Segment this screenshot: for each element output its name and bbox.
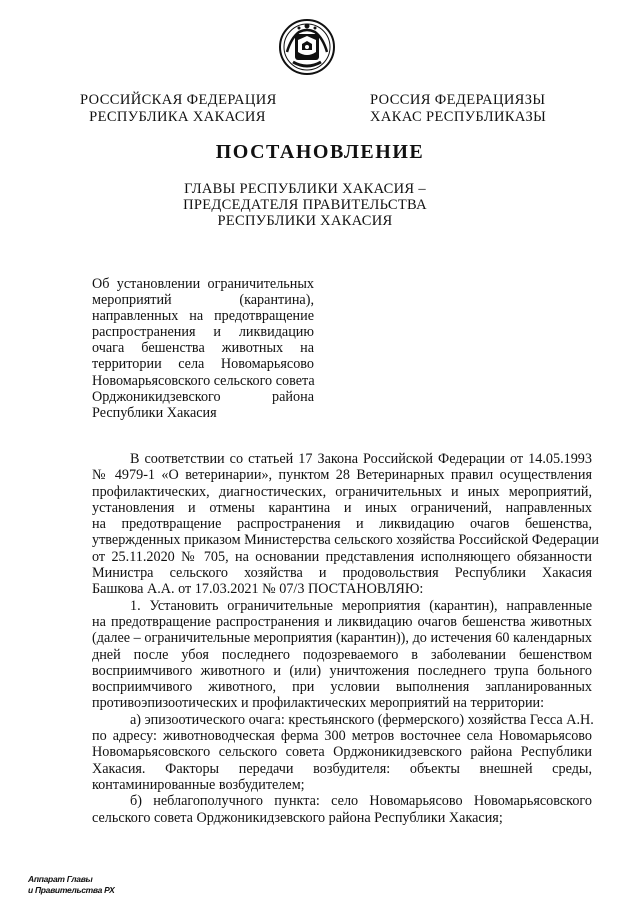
stamp-line1: Аппарат Главы	[28, 874, 93, 884]
header-right-line1: РОССИЯ ФЕДЕРАЦИЯЗЫ	[370, 92, 546, 108]
issuer-subtitle	[150, 181, 460, 229]
subject-line: территории села Новомарьясово	[92, 356, 314, 373]
body-line: восприимчивого животного, при условии выполнения запланированных	[92, 679, 592, 696]
body-line: Новомарьясовского сельского совета Орджоникидзевского района Республики	[92, 744, 592, 761]
body-line: 1. Установить ограничительные мероприятия (карантин), направленные	[130, 597, 592, 614]
subject-line: направленных на предотвращение	[92, 308, 314, 325]
body-line: по адресу: животноводческая ферма 300 метров восточнее села Новомарьясово	[92, 728, 592, 745]
header-left-line2: РЕСПУБЛИКА ХАКАСИЯ	[89, 109, 266, 125]
subject-line: очага бешенства животных на	[92, 340, 314, 357]
body-line: на предотвращение распространения и ликвидацию очагов бешенства животных	[92, 613, 592, 630]
document-title: ПОСТАНОВЛЕНИЕ	[215, 141, 425, 163]
stamp-line2: и Правительства РХ	[28, 885, 115, 895]
body-line: утвержденных приказом Министерства сельского хозяйства Российской Федерации	[92, 532, 599, 549]
body-line: № 4979-1 «О ветеринарии», пунктом 28 Ветеринарных правил осуществления	[92, 467, 592, 484]
subject-line: Республики Хакасия	[92, 404, 217, 421]
body-line: установления и отмены карантина и иных ограничений, направленных	[92, 499, 592, 516]
body-line: В соответствии со статьей 17 Закона Российской Федерации от 14.05.1993	[130, 451, 592, 467]
header-right	[370, 92, 545, 126]
header-left-line1: РОССИЙСКАЯ ФЕДЕРАЦИЯ	[80, 92, 277, 108]
body-line: Министра сельского хозяйства и продовольствия Республики Хакасия	[92, 565, 592, 582]
body-line: дней после убоя последнего подозреваемого в заболевании бешенством	[92, 646, 592, 663]
body-line: (далее – ограничительные мероприятия (карантин)), до истечения 60 календарных	[92, 630, 592, 647]
subtitle-line: ПРЕДСЕДАТЕЛЯ ПРАВИТЕЛЬСТВА	[183, 197, 427, 213]
body-line: Башкова А.А. от 17.03.2021 № 07/3 ПОСТАНОВЛЯЮ:	[92, 581, 424, 598]
subject-line: распространения и ликвидацию	[92, 324, 314, 341]
body-line: сельского совета Орджоникидзевского района Республики Хакасия;	[92, 809, 503, 826]
body-line: а) эпизоотического очага: крестьянского (фермерского) хозяйства Гесса А.Н.	[130, 711, 594, 728]
header-left	[80, 92, 275, 126]
body-line: на предотвращение распространения и ликвидацию очагов бешенства,	[92, 516, 592, 533]
body-line: противоэпизоотических и профилактических мероприятий на территории:	[92, 695, 545, 712]
coat-of-arms-icon	[277, 18, 337, 76]
subtitle-line: ГЛАВЫ РЕСПУБЛИКИ ХАКАСИЯ –	[184, 181, 426, 197]
decree-subject	[92, 276, 314, 421]
body-line: Хакасия. Факторы передачи возбудителя: объекты внешней среды,	[92, 760, 592, 777]
body-line: б) неблагополучного пункта: село Новомарьясово Новомарьясовского	[130, 793, 592, 810]
subject-line: Новомарьясовского сельского совета	[92, 372, 315, 389]
body-line: контаминированные возбудителем;	[92, 776, 305, 793]
subject-line: Орджоникидзевского района	[92, 388, 314, 405]
body-line: восприимчивого животного и (или) уничтожения последнего трупа больного	[92, 662, 592, 679]
office-stamp	[28, 874, 115, 896]
subtitle-line: РЕСПУБЛИКИ ХАКАСИЯ	[217, 213, 393, 229]
header-right-line2: ХАКАС РЕСПУБЛИКАЗЫ	[370, 109, 547, 125]
decree-body	[92, 451, 599, 826]
subject-line: Об установлении ограничительных	[92, 276, 314, 292]
body-line: профилактических, диагностических, ограничительных и иных мероприятий,	[92, 483, 592, 500]
body-line: от 25.11.2020 № 705, на основании представления исполняющего обязанности	[92, 548, 592, 565]
subject-line: мероприятий (карантина),	[92, 292, 314, 309]
